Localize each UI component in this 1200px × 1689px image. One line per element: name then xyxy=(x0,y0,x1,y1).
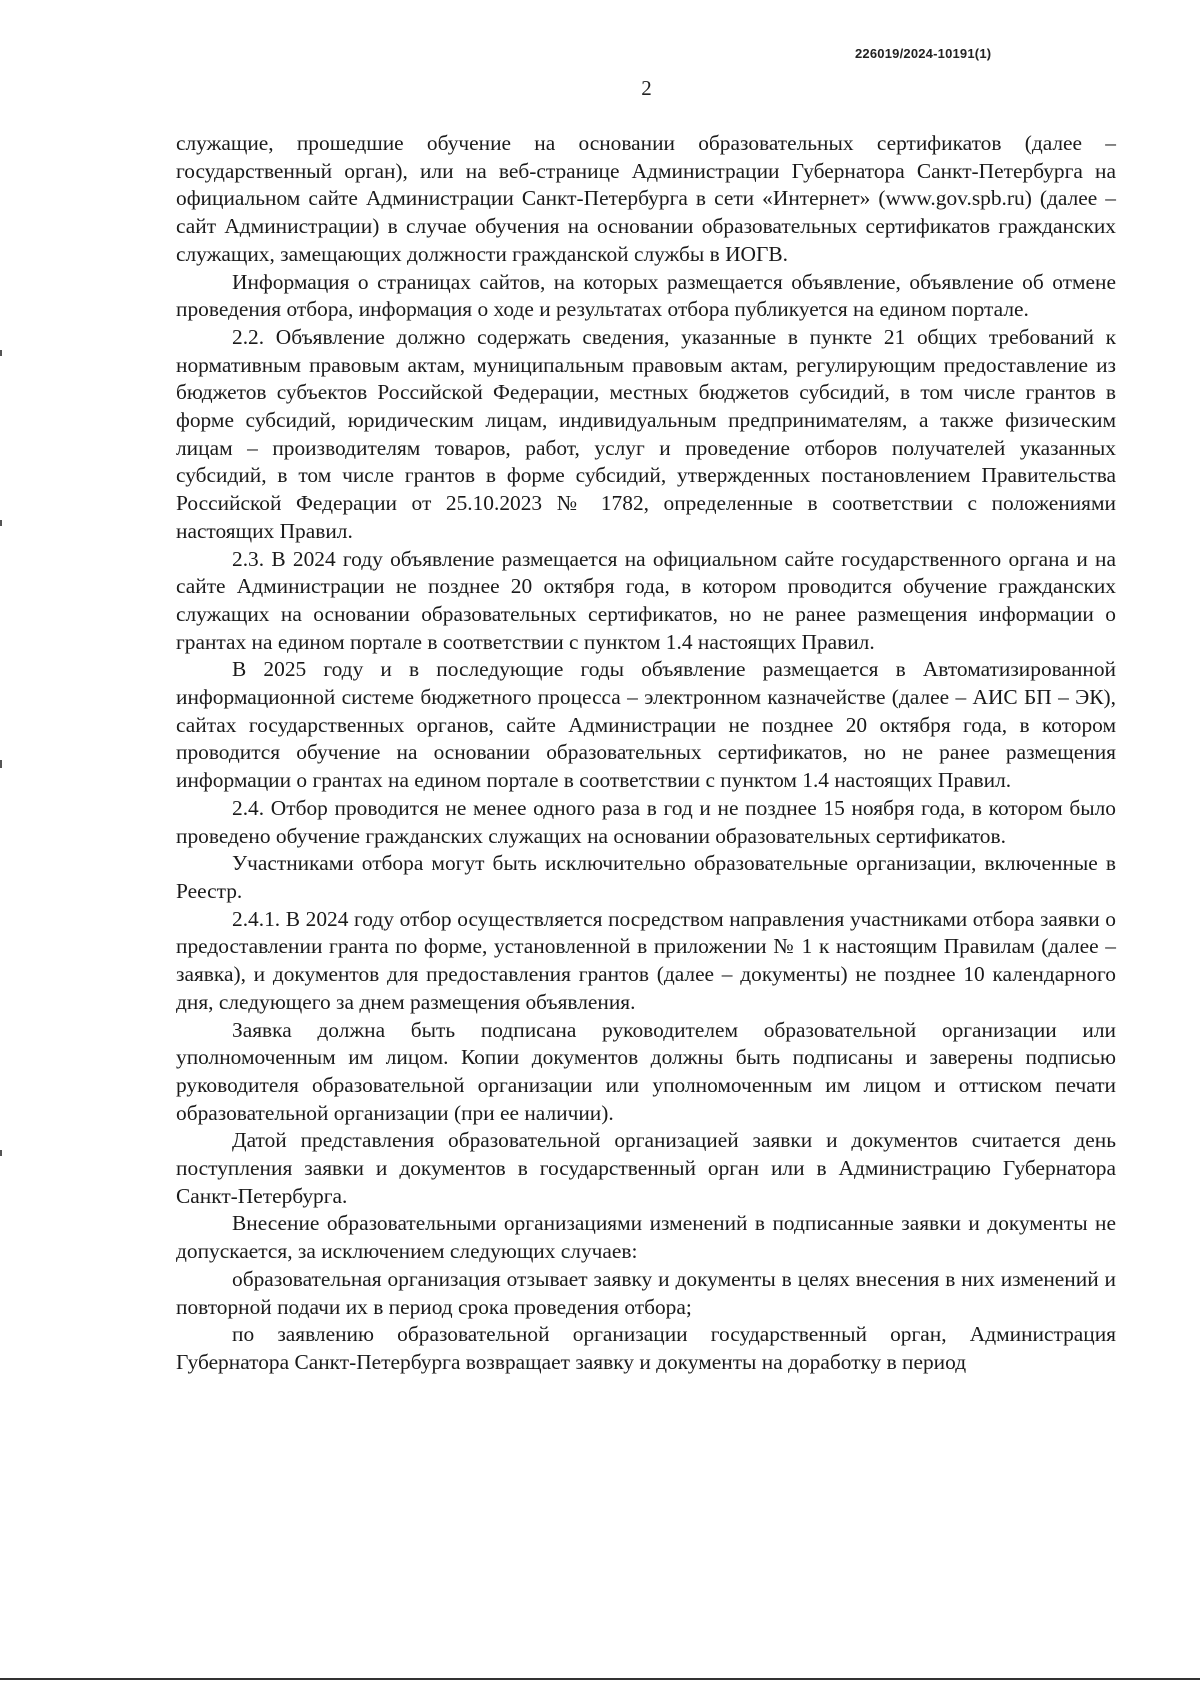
scan-mark xyxy=(0,760,2,768)
paragraph-5: В 2025 году и в последующие годы объявление размещается в Автоматизированной информационной системе бюджетного процесса – электронном казначействе (далее – АИС БП – ЭК), сайтах государственных органов, сайте Администрации не позднее 20 октября года, в котором проводится обучение на основании образовательных сертификатов, но не ранее размещения информации о грантах на едином портале в соответствии с пунктом 1.4 настоящих Правил. xyxy=(176,657,1116,793)
paragraph-1: служащие, прошедшие обучение на основании образовательных сертификатов (далее – государственный орган), или на веб-странице Администрации Губернатора Санкт-Петербурга на официальном сайте Администрации Санкт-Петербурга в сети «Интернет» (www.gov.spb.ru) (далее – сайт Администрации) в случае обучения на основании образовательных сертификатов гражданских служащих, замещающих должности гражданской службы в ИОГВ. xyxy=(176,131,1116,266)
page-bottom-border xyxy=(0,1678,1200,1680)
document-body xyxy=(176,130,1116,1377)
paragraph-4: 2.3. В 2024 году объявление размещается на официальном сайте государственного органа и на сайте Администрации не позднее 20 октября года, в котором проводится обучение гражданских служащих на основании образовательных сертификатов, но не ранее размещения информации о грантах на едином портале в соответствии с пунктом 1.4 настоящих Правил. xyxy=(176,546,1116,654)
scan-mark xyxy=(0,350,2,356)
paragraph-7: Участниками отбора могут быть исключительно образовательные организации, включенные в Реестр. xyxy=(176,851,1116,903)
paragraph-9: Заявка должна быть подписана руководителем образовательной организации или уполномоченным им лицом. Копии документов должны быть подписаны и заверены подписью руководителя образовательной организации или уполномоченным им лицом и оттиском печати образовательной организации (при ее наличии). xyxy=(176,1017,1116,1125)
page-number: 2 xyxy=(641,76,652,100)
paragraph-13: по заявлению образовательной организации государственный орган, Администрация Губернатора Санкт-Петербурга возвращает заявку и документы на доработку в период xyxy=(176,1322,1116,1374)
paragraph-10: Датой представления образовательной организацией заявки и документов считается день поступления заявки и документов в государственный орган или в Администрацию Губернатора Санкт-Петербурга. xyxy=(176,1128,1116,1208)
paragraph-11: Внесение образовательными организациями изменений в подписанные заявки и документы не допускается, за исключением следующих случаев: xyxy=(176,1211,1116,1264)
paragraph-3: 2.2. Объявление должно содержать сведения, указанные в пункте 21 общих требований к нормативным правовым актам, муниципальным правовым актам, регулирующим предоставление из бюджетов субъектов Российской Федерации, местных бюджетов субсидий, в том числе грантов в форме субсидий, юридическим лицам, индивидуальным предпринимателям, а также физическим лицам – производителям товаров, работ, услуг и проведение отборов получателей указанных субсидий, в том числе грантов в форме субсидий, утвержденных постановлением Правительства Российской Федерации от 25.10.2023 № 1782, определенные в соответствии с положениями настоящих Правил. xyxy=(176,324,1116,543)
paragraph-8: 2.4.1. В 2024 году отбор осуществляется посредством направления участниками отбора заявки о предоставлении гранта по форме, установленной в приложении № 1 к настоящим Правилам (далее – заявка), и документов для предоставления грантов (далее – документы) не позднее 10 календарного дня, следующего за днем размещения объявления. xyxy=(176,906,1116,1014)
scan-mark xyxy=(0,520,2,526)
document-id: 226019/2024-10191(1) xyxy=(855,46,992,61)
paragraph-2: Информация о страницах сайтов, на которых размещается объявление, объявление об отмене проведения отбора, информация о ходе и результатах отбора публикуется на едином портале. xyxy=(176,269,1116,322)
paragraph-12: образовательная организация отзывает заявку и документы в целях внесения в них изменений и повторной подачи их в период срока проведения отбора; xyxy=(176,1266,1116,1319)
paragraph-6: 2.4. Отбор проводится не менее одного раза в год и не позднее 15 ноября года, в котором было проведено обучение гражданских служащих на основании образовательных сертификатов. xyxy=(176,795,1116,848)
scan-mark xyxy=(0,1150,2,1156)
